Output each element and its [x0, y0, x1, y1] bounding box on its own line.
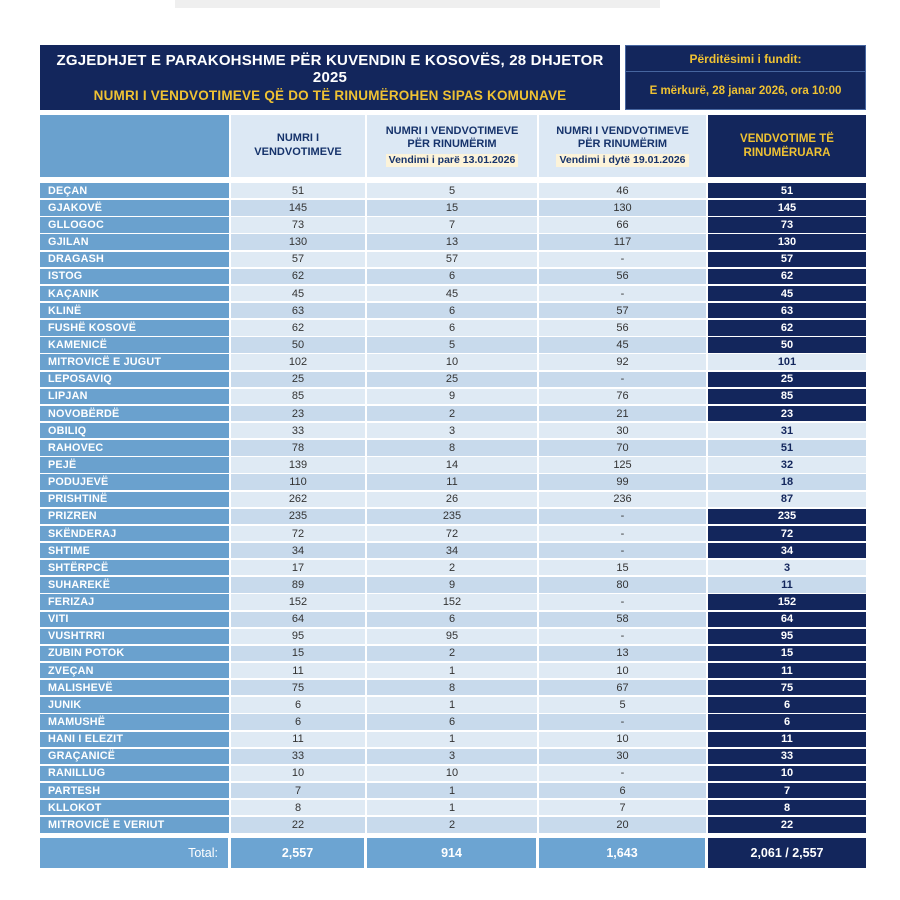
second-decision-line2: PËR RINUMËRIM: [577, 138, 668, 151]
top-decorative-strip: [175, 0, 660, 8]
first-decision-count: 2: [367, 560, 537, 575]
second-decision-count: -: [539, 629, 706, 644]
municipality-name: RANILLUG: [40, 766, 229, 781]
recounted-count: 45: [708, 286, 866, 301]
polling-stations-count: 110: [231, 474, 365, 489]
table-row: [40, 817, 866, 832]
first-decision-count: 1: [367, 800, 537, 815]
recounted-count: 64: [708, 612, 866, 627]
municipality-name: PRIZREN: [40, 509, 229, 524]
municipality-name: MITROVICË E VERIUT: [40, 817, 229, 832]
municipality-name: OBILIQ: [40, 423, 229, 438]
first-decision-count: 25: [367, 372, 537, 387]
polling-stations-count: 145: [231, 200, 365, 215]
polling-stations-count: 63: [231, 303, 365, 318]
municipality-name: LEPOSAVIQ: [40, 372, 229, 387]
municipality-name: KLLOKOT: [40, 800, 229, 815]
polling-stations-count: 6: [231, 714, 365, 729]
first-decision-count: 1: [367, 663, 537, 678]
total-row: [40, 838, 866, 868]
first-decision-count: 45: [367, 286, 537, 301]
first-decision-count: 13: [367, 234, 537, 249]
polling-stations-count: 72: [231, 526, 365, 541]
second-decision-count: 70: [539, 440, 706, 455]
second-decision-count: 67: [539, 680, 706, 695]
table-row: [40, 612, 866, 627]
last-update-label: Përditësimi i fundit:: [626, 46, 865, 72]
polling-stations-count: 235: [231, 509, 365, 524]
table-row: [40, 509, 866, 524]
page-subtitle: NUMRI I VENDVOTIMEVE QË DO TË RINUMËROHEN SIPAS KOMUNAVE: [93, 88, 567, 103]
second-decision-count: -: [539, 509, 706, 524]
recounted-count: 11: [708, 663, 866, 678]
first-decision-count: 15: [367, 200, 537, 215]
first-decision-count: 2: [367, 646, 537, 661]
recounted-count: 15: [708, 646, 866, 661]
table-row: [40, 766, 866, 781]
second-decision-count: 99: [539, 474, 706, 489]
first-decision-count: 1: [367, 783, 537, 798]
table-row: [40, 423, 866, 438]
polling-stations-count: 25: [231, 372, 365, 387]
total-second-decision: 1,643: [539, 838, 706, 868]
municipality-name: FUSHË KOSOVË: [40, 320, 229, 335]
table-row: [40, 577, 866, 592]
municipality-name: MITROVICË E JUGUT: [40, 354, 229, 369]
second-decision-count: 76: [539, 389, 706, 404]
table-row: [40, 354, 866, 369]
first-decision-count: 9: [367, 389, 537, 404]
municipality-name: KLINË: [40, 303, 229, 318]
recounted-count: 23: [708, 406, 866, 421]
municipality-name: PODUJEVË: [40, 474, 229, 489]
municipality-name: KAMENICË: [40, 337, 229, 352]
municipality-name: DRAGASH: [40, 252, 229, 267]
recounted-count: 6: [708, 697, 866, 712]
first-decision-count: 2: [367, 406, 537, 421]
column-header-municipality: [40, 115, 229, 177]
recounted-count: 25: [708, 372, 866, 387]
second-decision-count: 20: [539, 817, 706, 832]
recounted-count: 51: [708, 183, 866, 198]
municipality-name: KAÇANIK: [40, 286, 229, 301]
first-decision-count: 5: [367, 183, 537, 198]
municipality-name: PRISHTINË: [40, 492, 229, 507]
polling-stations-count: 15: [231, 646, 365, 661]
table-body: [40, 183, 866, 833]
municipality-name: SHTËRPCË: [40, 560, 229, 575]
municipality-name: MALISHEVË: [40, 680, 229, 695]
first-decision-count: 14: [367, 457, 537, 472]
municipality-name: GLLOGOC: [40, 217, 229, 232]
municipality-name: FERIZAJ: [40, 594, 229, 609]
municipality-name: LIPJAN: [40, 389, 229, 404]
recounted-count: 62: [708, 320, 866, 335]
municipality-name: SKËNDERAJ: [40, 526, 229, 541]
recounted-count: 33: [708, 749, 866, 764]
second-decision-count: 56: [539, 320, 706, 335]
column-header-total: [231, 115, 365, 177]
polling-stations-count: 11: [231, 663, 365, 678]
table-row: [40, 492, 866, 507]
polling-stations-count: 102: [231, 354, 365, 369]
first-decision-count: 2: [367, 817, 537, 832]
table-row: [40, 269, 866, 284]
second-decision-count: -: [539, 543, 706, 558]
municipality-name: HANI I ELEZIT: [40, 732, 229, 747]
polling-stations-count: 11: [231, 732, 365, 747]
second-decision-count: 30: [539, 423, 706, 438]
second-decision-count: -: [539, 252, 706, 267]
first-decision-count: 3: [367, 749, 537, 764]
second-decision-count: 5: [539, 697, 706, 712]
recounted-count: 72: [708, 526, 866, 541]
table-row: [40, 286, 866, 301]
recounted-count: 95: [708, 629, 866, 644]
table-row: [40, 543, 866, 558]
second-decision-count: 236: [539, 492, 706, 507]
total-recounted: 2,061 / 2,557: [708, 838, 866, 868]
column-header-second-decision: [539, 115, 706, 177]
last-update-value: E mërkurë, 28 janar 2026, ora 10:00: [649, 84, 842, 97]
column-header-recounted: [708, 115, 866, 177]
polling-stations-count: 45: [231, 286, 365, 301]
recounted-count: 235: [708, 509, 866, 524]
second-decision-count: 80: [539, 577, 706, 592]
polling-stations-count: 33: [231, 749, 365, 764]
column-header-total-line1: NUMRI I: [276, 132, 320, 145]
recounted-count: 63: [708, 303, 866, 318]
recounted-count: 87: [708, 492, 866, 507]
first-decision-count: 72: [367, 526, 537, 541]
first-decision-count: 6: [367, 612, 537, 627]
table-row: [40, 560, 866, 575]
polling-stations-count: 17: [231, 560, 365, 575]
municipality-name: SHTIME: [40, 543, 229, 558]
table-row: [40, 663, 866, 678]
first-decision-count: 6: [367, 714, 537, 729]
second-decision-date: Vendimi i dytë 19.01.2026: [556, 154, 688, 167]
municipality-name: RAHOVEC: [40, 440, 229, 455]
second-decision-count: -: [539, 714, 706, 729]
first-decision-count: 6: [367, 303, 537, 318]
polling-stations-count: 7: [231, 783, 365, 798]
table-row: [40, 800, 866, 815]
table-row: [40, 406, 866, 421]
table-row: [40, 594, 866, 609]
second-decision-count: 117: [539, 234, 706, 249]
second-decision-count: 15: [539, 560, 706, 575]
municipality-name: PARTESH: [40, 783, 229, 798]
municipality-name: VITI: [40, 612, 229, 627]
page-title: ZGJEDHJET E PARAKOHSHME PËR KUVENDIN E KOSOVËS, 28 DHJETOR 2025: [56, 52, 604, 86]
first-decision-count: 1: [367, 697, 537, 712]
first-decision-count: 1: [367, 732, 537, 747]
second-decision-count: -: [539, 372, 706, 387]
first-decision-date: Vendimi i parë 13.01.2026: [386, 154, 519, 167]
first-decision-count: 95: [367, 629, 537, 644]
polling-stations-count: 64: [231, 612, 365, 627]
recounted-count: 22: [708, 817, 866, 832]
polling-stations-count: 23: [231, 406, 365, 421]
table-row: [40, 749, 866, 764]
table-row: [40, 526, 866, 541]
recounted-count: 32: [708, 457, 866, 472]
column-header-first-decision: [367, 115, 537, 177]
polling-stations-count: 78: [231, 440, 365, 455]
polling-stations-count: 130: [231, 234, 365, 249]
table-row: [40, 629, 866, 644]
municipality-name: JUNIK: [40, 697, 229, 712]
recounted-count: 145: [708, 200, 866, 215]
table-row: [40, 440, 866, 455]
recounted-count: 73: [708, 217, 866, 232]
municipality-name: MAMUSHË: [40, 714, 229, 729]
table-row: [40, 303, 866, 318]
polling-stations-count: 22: [231, 817, 365, 832]
polling-stations-count: 152: [231, 594, 365, 609]
municipality-name: NOVOBËRDË: [40, 406, 229, 421]
first-decision-count: 235: [367, 509, 537, 524]
first-decision-count: 7: [367, 217, 537, 232]
recounted-count: 11: [708, 732, 866, 747]
polling-stations-count: 62: [231, 320, 365, 335]
municipality-name: GJILAN: [40, 234, 229, 249]
municipality-name: ZVEÇAN: [40, 663, 229, 678]
second-decision-count: 30: [539, 749, 706, 764]
total-label: Total:: [40, 838, 229, 868]
total-polling-stations: 2,557: [231, 838, 365, 868]
table-row: [40, 457, 866, 472]
second-decision-count: -: [539, 766, 706, 781]
second-decision-count: 46: [539, 183, 706, 198]
first-decision-count: 34: [367, 543, 537, 558]
polling-stations-count: 33: [231, 423, 365, 438]
first-decision-count: 6: [367, 269, 537, 284]
municipality-name: VUSHTRRI: [40, 629, 229, 644]
last-update-box: [625, 45, 866, 110]
second-decision-count: 10: [539, 732, 706, 747]
polling-stations-count: 89: [231, 577, 365, 592]
recounted-count: 62: [708, 269, 866, 284]
recounted-count: 11: [708, 577, 866, 592]
table-row: [40, 389, 866, 404]
table-row: [40, 474, 866, 489]
recounted-count: 50: [708, 337, 866, 352]
first-decision-count: 26: [367, 492, 537, 507]
polling-stations-count: 50: [231, 337, 365, 352]
polling-stations-count: 73: [231, 217, 365, 232]
polling-stations-count: 95: [231, 629, 365, 644]
first-decision-count: 8: [367, 440, 537, 455]
second-decision-count: 7: [539, 800, 706, 815]
polling-stations-count: 75: [231, 680, 365, 695]
column-header-total-line2: VENDVOTIMEVE: [254, 146, 342, 158]
municipality-name: ZUBIN POTOK: [40, 646, 229, 661]
second-decision-count: 6: [539, 783, 706, 798]
second-decision-count: 66: [539, 217, 706, 232]
municipality-name: SUHAREKË: [40, 577, 229, 592]
polling-stations-count: 51: [231, 183, 365, 198]
table-row: [40, 646, 866, 661]
second-decision-count: 125: [539, 457, 706, 472]
municipality-name: PEJË: [40, 457, 229, 472]
polling-stations-count: 8: [231, 800, 365, 815]
first-decision-count: 10: [367, 354, 537, 369]
municipality-name: GRAÇANICË: [40, 749, 229, 764]
second-decision-count: 130: [539, 200, 706, 215]
second-decision-count: -: [539, 526, 706, 541]
first-decision-line2: PËR RINUMËRIM: [407, 138, 497, 151]
table-row: [40, 217, 866, 232]
first-decision-count: 152: [367, 594, 537, 609]
first-decision-count: 10: [367, 766, 537, 781]
recounted-count: 85: [708, 389, 866, 404]
polling-stations-count: 139: [231, 457, 365, 472]
second-decision-line1: NUMRI I VENDVOTIMEVE: [556, 124, 689, 137]
polling-stations-count: 10: [231, 766, 365, 781]
polling-stations-count: 34: [231, 543, 365, 558]
second-decision-count: 10: [539, 663, 706, 678]
title-box: [40, 45, 620, 110]
table-row: [40, 320, 866, 335]
table-row: [40, 680, 866, 695]
table-row: [40, 252, 866, 267]
second-decision-count: 58: [539, 612, 706, 627]
first-decision-count: 9: [367, 577, 537, 592]
second-decision-count: -: [539, 594, 706, 609]
recounted-count: 7: [708, 783, 866, 798]
table-row: [40, 732, 866, 747]
recounted-count: 75: [708, 680, 866, 695]
first-decision-line1: NUMRI I VENDVOTIMEVE: [385, 124, 519, 137]
second-decision-count: 45: [539, 337, 706, 352]
first-decision-count: 8: [367, 680, 537, 695]
municipality-name: ISTOG: [40, 269, 229, 284]
second-decision-count: 13: [539, 646, 706, 661]
recounted-count: 3: [708, 560, 866, 575]
municipality-name: GJAKOVË: [40, 200, 229, 215]
second-decision-count: -: [539, 286, 706, 301]
table-row: [40, 200, 866, 215]
recounted-count: 18: [708, 474, 866, 489]
recounted-count: 51: [708, 440, 866, 455]
recounted-count: 34: [708, 543, 866, 558]
polling-stations-count: 57: [231, 252, 365, 267]
table-row: [40, 783, 866, 798]
first-decision-count: 11: [367, 474, 537, 489]
recounted-count: 101: [708, 354, 866, 369]
recounted-count: 8: [708, 800, 866, 815]
polling-stations-count: 6: [231, 697, 365, 712]
table-row: [40, 714, 866, 729]
total-first-decision: 914: [367, 838, 537, 868]
first-decision-count: 3: [367, 423, 537, 438]
table-row: [40, 372, 866, 387]
recounted-line2: RINUMËRUARA: [743, 147, 831, 159]
polling-stations-count: 262: [231, 492, 365, 507]
recounted-count: 10: [708, 766, 866, 781]
recounted-count: 57: [708, 252, 866, 267]
recounted-count: 152: [708, 594, 866, 609]
report-container: [40, 45, 866, 868]
polling-stations-count: 85: [231, 389, 365, 404]
table-row: [40, 183, 866, 198]
table-row: [40, 337, 866, 352]
table-row: [40, 234, 866, 249]
recounted-count: 130: [708, 234, 866, 249]
first-decision-count: 5: [367, 337, 537, 352]
recounted-count: 31: [708, 423, 866, 438]
table-row: [40, 697, 866, 712]
second-decision-count: 57: [539, 303, 706, 318]
first-decision-count: 6: [367, 320, 537, 335]
first-decision-count: 57: [367, 252, 537, 267]
second-decision-count: 21: [539, 406, 706, 421]
recounted-line1: VENDVOTIME TË: [740, 132, 834, 145]
header: [40, 45, 866, 110]
recounted-count: 6: [708, 714, 866, 729]
second-decision-count: 56: [539, 269, 706, 284]
municipality-name: DEÇAN: [40, 183, 229, 198]
column-headers: [40, 115, 866, 177]
second-decision-count: 92: [539, 354, 706, 369]
polling-stations-count: 62: [231, 269, 365, 284]
